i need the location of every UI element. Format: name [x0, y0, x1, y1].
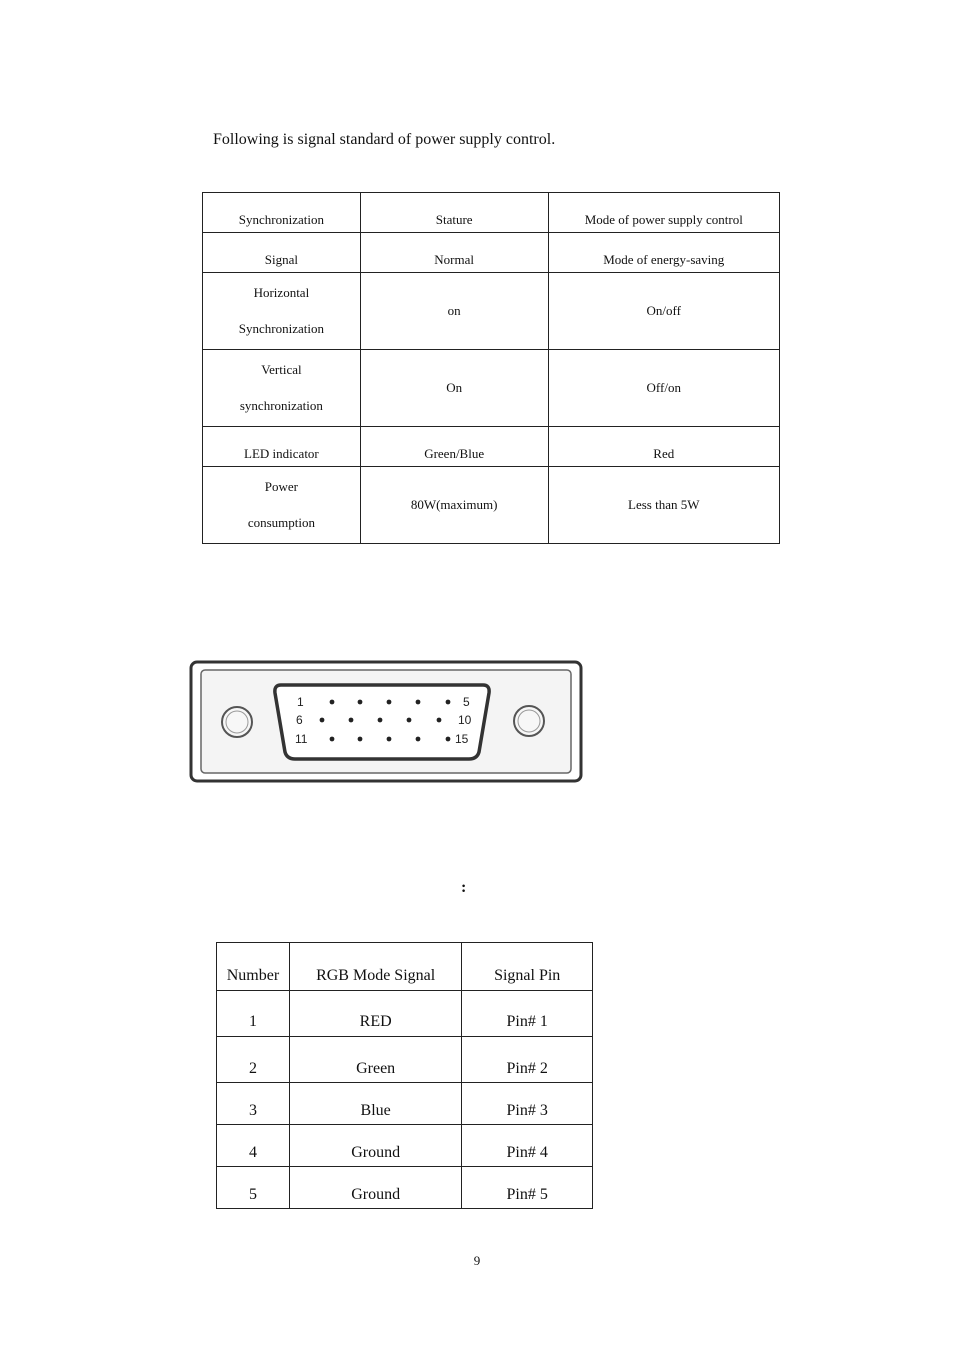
table-cell: Red — [548, 427, 779, 467]
table-cell: Normal — [360, 233, 548, 273]
table-cell: Blue — [289, 1083, 461, 1125]
table-cell: on — [360, 273, 548, 350]
pin-label: 11 — [295, 732, 308, 746]
table-cell: On — [360, 350, 548, 427]
rgb-signal-table — [216, 942, 593, 1209]
table-cell: 5 — [217, 1167, 290, 1209]
table-cell: 4 — [217, 1125, 290, 1167]
d-sub-shell — [275, 685, 489, 759]
cell-line: Power — [264, 479, 298, 494]
vga-connector-diagram — [189, 660, 583, 784]
table-cell: Pin# 4 — [462, 1125, 593, 1167]
pin-label: 6 — [296, 713, 303, 727]
table-cell — [203, 273, 361, 350]
table-cell — [203, 350, 361, 427]
table-row — [203, 427, 780, 467]
pin-label: 5 — [463, 695, 470, 709]
table-row — [217, 1083, 593, 1125]
table-cell: Signal — [203, 233, 361, 273]
table-cell: LED indicator — [203, 427, 361, 467]
table-cell — [203, 467, 361, 544]
table-row — [203, 350, 780, 427]
column-header: Signal Pin — [462, 943, 593, 991]
intro-text: Following is signal standard of power supply control. — [213, 131, 556, 148]
table-cell: Less than 5W — [548, 467, 779, 544]
table-cell: Stature — [360, 193, 548, 233]
table-cell: Ground — [289, 1167, 461, 1209]
table-cell: Green/Blue — [360, 427, 548, 467]
table-cell: Pin# 3 — [462, 1083, 593, 1125]
column-header: RGB Mode Signal — [289, 943, 461, 991]
table-cell: Pin# 5 — [462, 1167, 593, 1209]
cell-line: Vertical — [261, 362, 302, 377]
table-cell: Ground — [289, 1125, 461, 1167]
table-cell: Synchronization — [203, 193, 361, 233]
colon-mark: : — [461, 879, 467, 896]
table-row — [217, 1167, 593, 1209]
table-row — [217, 991, 593, 1037]
table-cell: Mode of energy-saving — [548, 233, 779, 273]
cell-line: Horizontal — [253, 285, 310, 300]
table-cell: 80W(maximum) — [360, 467, 548, 544]
table-cell: RED — [289, 991, 461, 1037]
table-cell: 1 — [217, 991, 290, 1037]
table-row — [203, 467, 780, 544]
pin-label: 10 — [458, 713, 472, 727]
cell-line: synchronization — [239, 398, 323, 413]
table-cell: Pin# 1 — [462, 991, 593, 1037]
table-cell: Off/on — [548, 350, 779, 427]
table-cell: Pin# 2 — [462, 1037, 593, 1083]
table-cell: Mode of power supply control — [548, 193, 779, 233]
column-header: Number — [217, 943, 290, 991]
table-cell: Green — [289, 1037, 461, 1083]
page-number: 9 — [473, 1253, 481, 1268]
table-cell: 2 — [217, 1037, 290, 1083]
table-row — [203, 233, 780, 273]
pin-label: 15 — [455, 732, 469, 746]
table-row — [203, 193, 780, 233]
table-row — [217, 1125, 593, 1167]
cell-line: Synchronization — [238, 321, 324, 336]
table-cell: On/off — [548, 273, 779, 350]
table-row — [217, 1037, 593, 1083]
table-header-row — [217, 943, 593, 991]
power-supply-table — [202, 192, 780, 544]
pin-label: 1 — [297, 695, 304, 709]
table-cell: 3 — [217, 1083, 290, 1125]
cell-line: consumption — [247, 515, 315, 530]
table-row — [203, 273, 780, 350]
